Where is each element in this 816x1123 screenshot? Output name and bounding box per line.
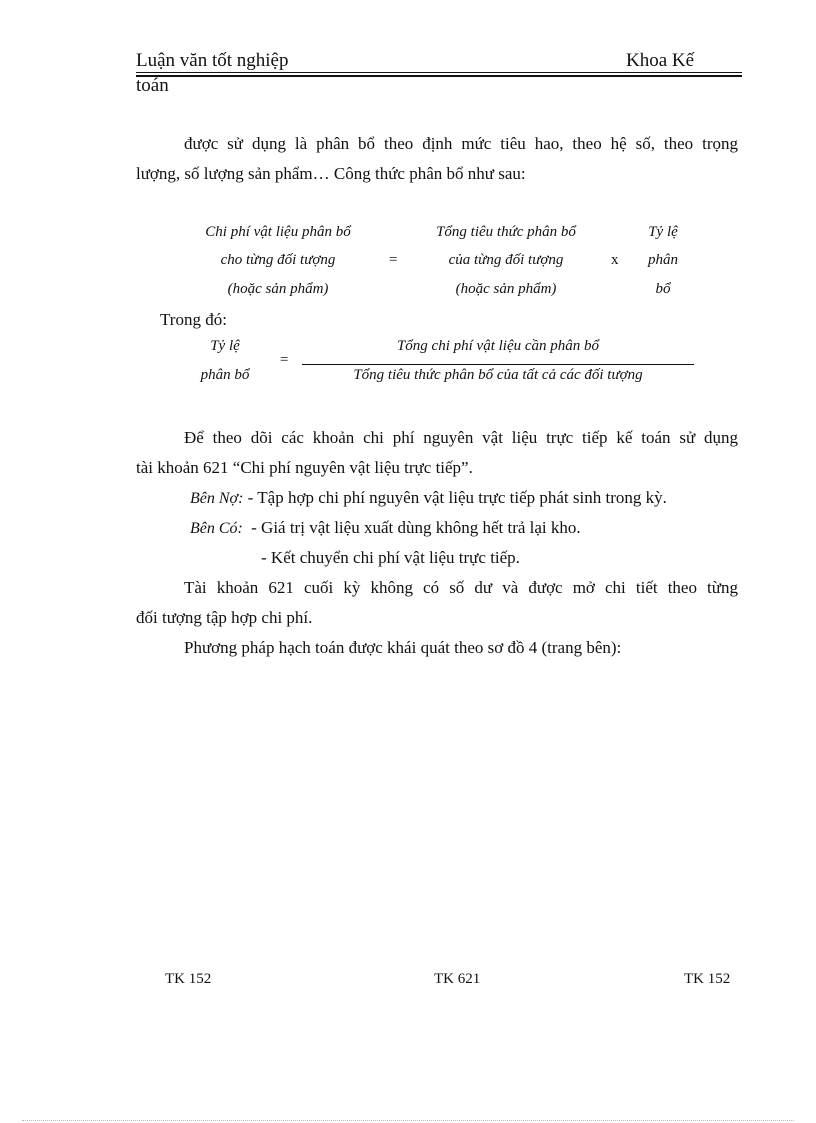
formula2-left-line-2: phân bổ — [200, 367, 250, 383]
formula1-times: x — [611, 252, 619, 268]
credit-text-1: - Giá trị vật liệu xuất dùng không hết trả lại kho. — [251, 518, 581, 537]
formula1-middle-line-1: Tổng tiêu thức phân bổ — [436, 224, 576, 240]
credit-line-1 — [190, 513, 581, 544]
formula2-left-line-1: Tỷ lệ — [210, 338, 240, 354]
formula1-right-line-3: bổ — [655, 281, 671, 297]
header-continuation: toán — [136, 75, 169, 96]
formula1-right-line-1: Tỷ lệ — [648, 224, 678, 240]
header-left: Luận văn tốt nghiệp — [136, 50, 289, 71]
header-right: Khoa Kế — [626, 50, 695, 71]
balance-line-2: đối tượng tập hợp chi phí. — [136, 608, 313, 627]
diagram-account-tk152-right: TK 152 — [684, 971, 731, 987]
credit-label: Bên Có: — [190, 520, 243, 537]
account-line-2: tài khoản 621 “Chi phí nguyên vật liệu trực tiếp”. — [136, 458, 473, 477]
balance-line-1: Tài khoản 621 cuối kỳ không có số dư và được mở chi tiết theo từng — [184, 578, 738, 597]
formula1-left-line-3: (hoặc sản phẩm) — [227, 281, 329, 297]
formula2-denominator: Tổng tiêu thức phân bổ của tất cả các đối tượng — [353, 367, 643, 383]
header-rule-bottom — [136, 75, 742, 77]
formula1-middle-line-3: (hoặc sản phẩm) — [455, 281, 557, 297]
method-line: Phương pháp hạch toán được khái quát theo sơ đồ 4 (trang bên): — [184, 638, 622, 657]
formula1-left-line-1: Chi phí vật liệu phân bổ — [205, 224, 351, 240]
formula1-right-line-2: phân — [648, 252, 678, 268]
formula1-middle-line-2: của từng đối tượng — [448, 252, 564, 268]
page-edge-dotted-line — [22, 1120, 794, 1121]
formula1-left-line-2: cho từng đối tượng — [220, 252, 336, 268]
account-line-1: Để theo dõi các khoản chi phí nguyên vật liệu trực tiếp kế toán sử dụng — [184, 428, 738, 447]
formula2-equals: = — [280, 352, 289, 368]
credit-text-2: - Kết chuyển chi phí vật liệu trực tiếp. — [261, 548, 520, 567]
debit-text: - Tập hợp chi phí nguyên vật liệu trực tiếp phát sinh trong kỳ. — [247, 488, 667, 507]
formula2-numerator: Tổng chi phí vật liệu cần phân bổ — [396, 338, 600, 354]
fraction-bar — [302, 364, 694, 365]
diagram-account-tk152-left: TK 152 — [165, 971, 212, 987]
diagram-account-tk621: TK 621 — [434, 971, 481, 987]
header-rule-top — [136, 72, 742, 73]
debit-line — [190, 483, 667, 514]
formula1-equals: = — [389, 252, 398, 268]
intro-line-1: được sử dụng là phân bổ theo định mức tiêu hao, theo hệ số, theo trọng — [184, 134, 738, 153]
debit-label: Bên Nợ: — [190, 490, 244, 507]
intro-line-2: lượng, số lượng sản phẩm… Công thức phân bổ như sau: — [136, 164, 526, 183]
where-label: Trong đó: — [160, 310, 227, 329]
